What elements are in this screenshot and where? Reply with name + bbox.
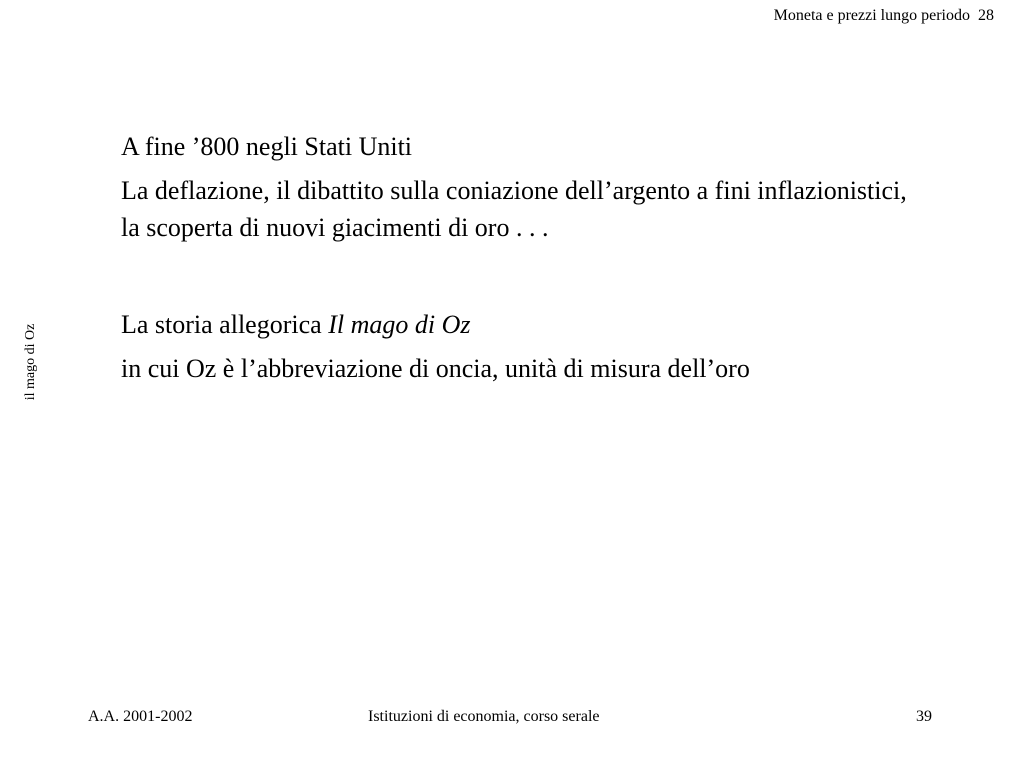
header-title: Moneta e prezzi lungo periodo (773, 7, 970, 24)
content-line-1: A fine ’800 negli Stati Uniti (121, 132, 413, 161)
footer-slide-number: 39 (916, 708, 932, 725)
footer-academic-year: A.A. 2001-2002 (88, 708, 193, 725)
footer-course-title: Istituzioni di economia, corso serale (368, 708, 600, 725)
side-label: il mago di Oz (23, 323, 38, 401)
slide-header (774, 7, 994, 25)
content-paragraph-4: in cui Oz è l’abbreviazione di oncia, unità di misura dell’oro (121, 354, 750, 383)
content-paragraph-3-text: La storia allegorica (121, 310, 329, 339)
content-paragraph-2: La deflazione, il dibattito sulla coniazione dell’argento a fini inflazionistici, la scoperta di nuovi giacimenti di oro . . . (121, 176, 907, 242)
slide-content (121, 128, 921, 394)
content-paragraph-3 (121, 306, 921, 343)
header-page-number: 28 (978, 7, 994, 24)
content-book-title: Il mago di Oz (328, 310, 471, 339)
content-spacer (121, 253, 921, 306)
